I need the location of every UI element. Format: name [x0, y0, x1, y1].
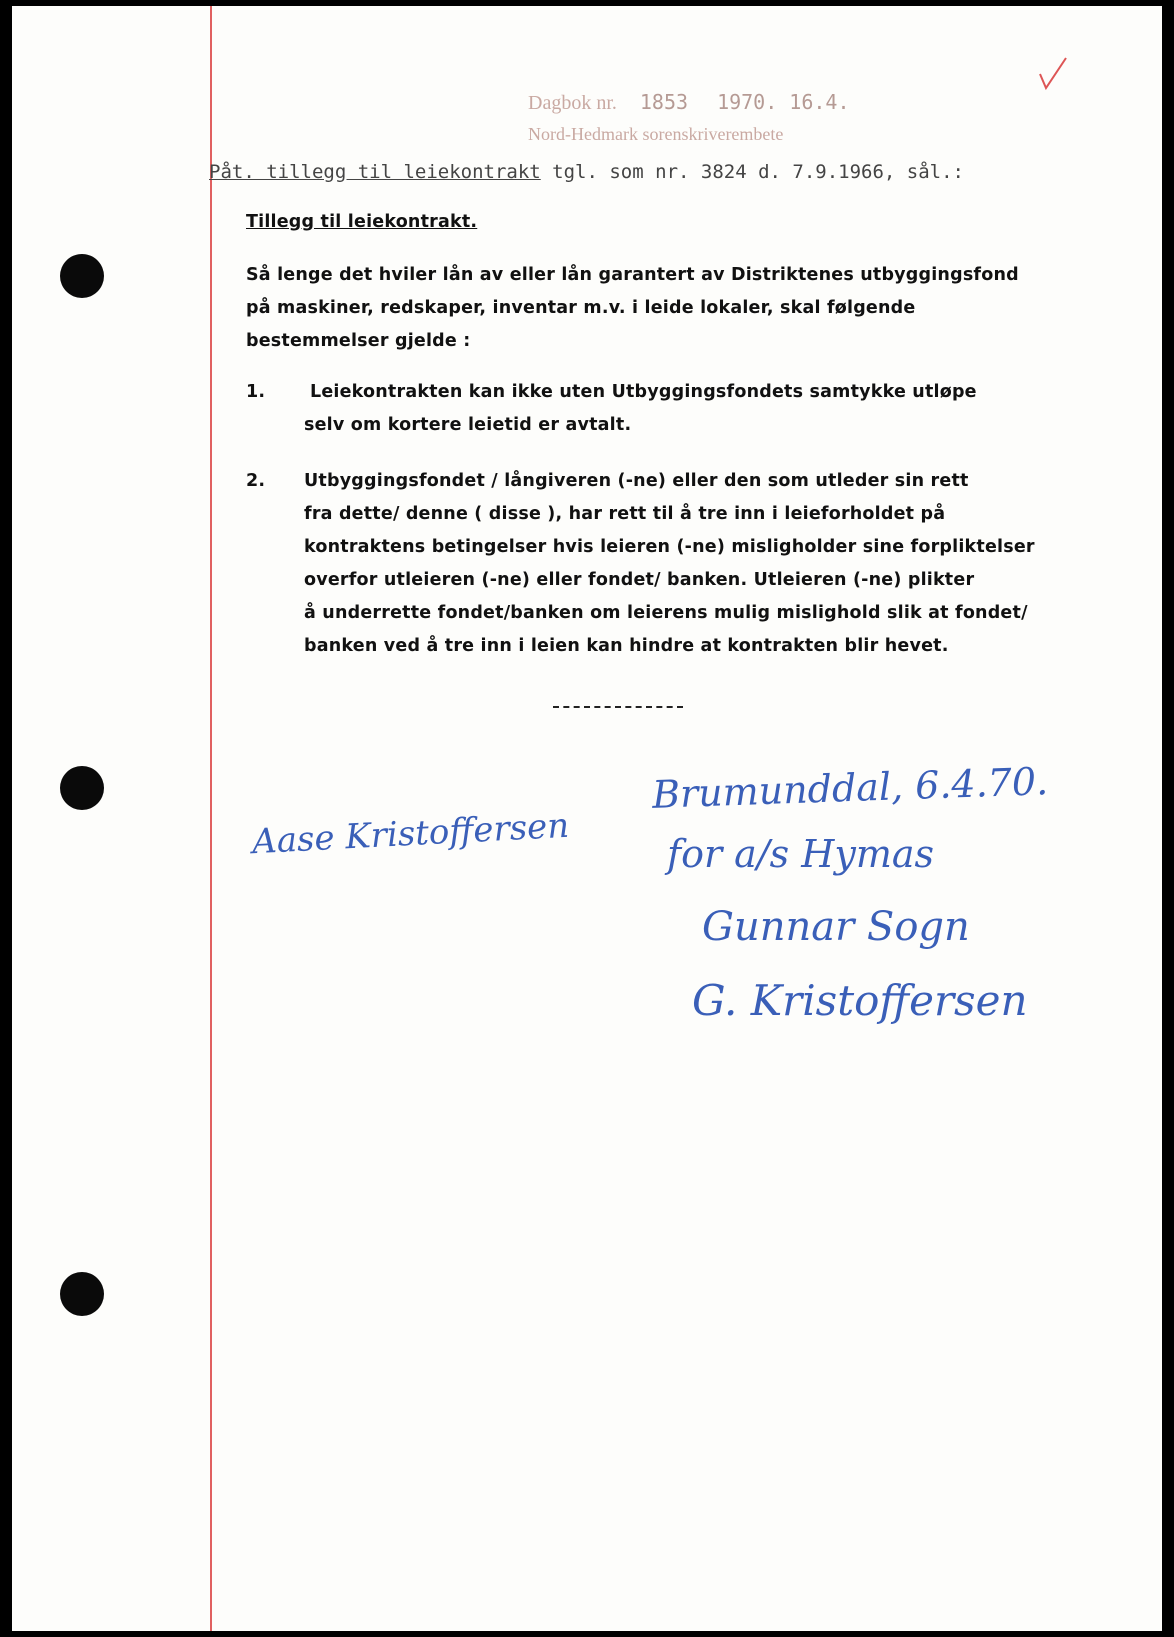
item-number: 2.: [246, 471, 266, 491]
item-line: Utbyggingsfondet / långiveren (-ne) eller den som utleder sin rett: [304, 471, 969, 491]
intro-line: Så lenge det hviler lån av eller lån garantert av Distriktenes utbyggingsfond: [246, 265, 1019, 285]
item-line: å underrette fondet/banken om leierens mulig mislighold slik at fondet/: [304, 603, 1028, 623]
document-heading: Tillegg til leiekontrakt.: [246, 212, 478, 232]
item-2-text: [304, 465, 1035, 663]
red-margin-line: [210, 6, 212, 1631]
diary-number: 1853: [639, 90, 689, 114]
intro-line: på maskiner, redskaper, inventar m.v. i leide lokaler, skal følgende: [246, 298, 916, 318]
item-line: selv om kortere leietid er avtalt.: [304, 415, 632, 435]
stamp-date: 1970. 16.4.: [717, 90, 850, 114]
signature-for-line: for a/s Hymas: [667, 832, 935, 876]
check-mark-icon: [1032, 54, 1072, 94]
item-1-text: [304, 376, 977, 442]
signature-left: Aase Kristoffersen: [251, 805, 571, 863]
signature-name-1: Gunnar Sogn: [702, 904, 970, 950]
signature-name-2: G. Kristoffersen: [692, 976, 1028, 1025]
intro-line: bestemmelser gjelde :: [246, 331, 471, 351]
punch-hole-icon: [60, 254, 104, 298]
item-number: 1.: [246, 382, 266, 402]
item-line: overfor utleieren (-ne) eller fondet/ banken. Utleieren (-ne) plikter: [304, 570, 975, 590]
separator-line: [553, 706, 683, 708]
item-line: banken ved å tre inn i leien kan hindre at kontrakten blir hevet.: [304, 636, 949, 656]
punch-hole-icon: [60, 766, 104, 810]
endorsement-line: [209, 161, 964, 183]
registry-stamp-line1: [528, 90, 850, 115]
item-line: kontraktens betingelser hvis leieren (-ne) misligholder sine forpliktelser: [304, 537, 1035, 557]
intro-paragraph: [246, 259, 1019, 358]
endorsement-rest: tgl. som nr. 3824 d. 7.9.1966, sål.:: [540, 161, 964, 183]
item-line: fra dette/ denne ( disse ), har rett til å tre inn i leieforholdet på: [304, 504, 946, 524]
endorsement-underlined: Påt. tillegg til leiekontrakt: [209, 161, 541, 183]
document-page: [12, 6, 1162, 1631]
punch-hole-icon: [60, 1272, 104, 1316]
signature-place-date: Brumunddal, 6.4.70.: [651, 759, 1049, 817]
registry-stamp-line2: Nord-Hedmark sorenskriverembete: [528, 124, 784, 144]
stamp-prefix: Dagbok nr.: [528, 92, 617, 114]
item-line: Leiekontrakten kan ikke uten Utbyggingsfondets samtykke utløpe: [310, 382, 977, 402]
